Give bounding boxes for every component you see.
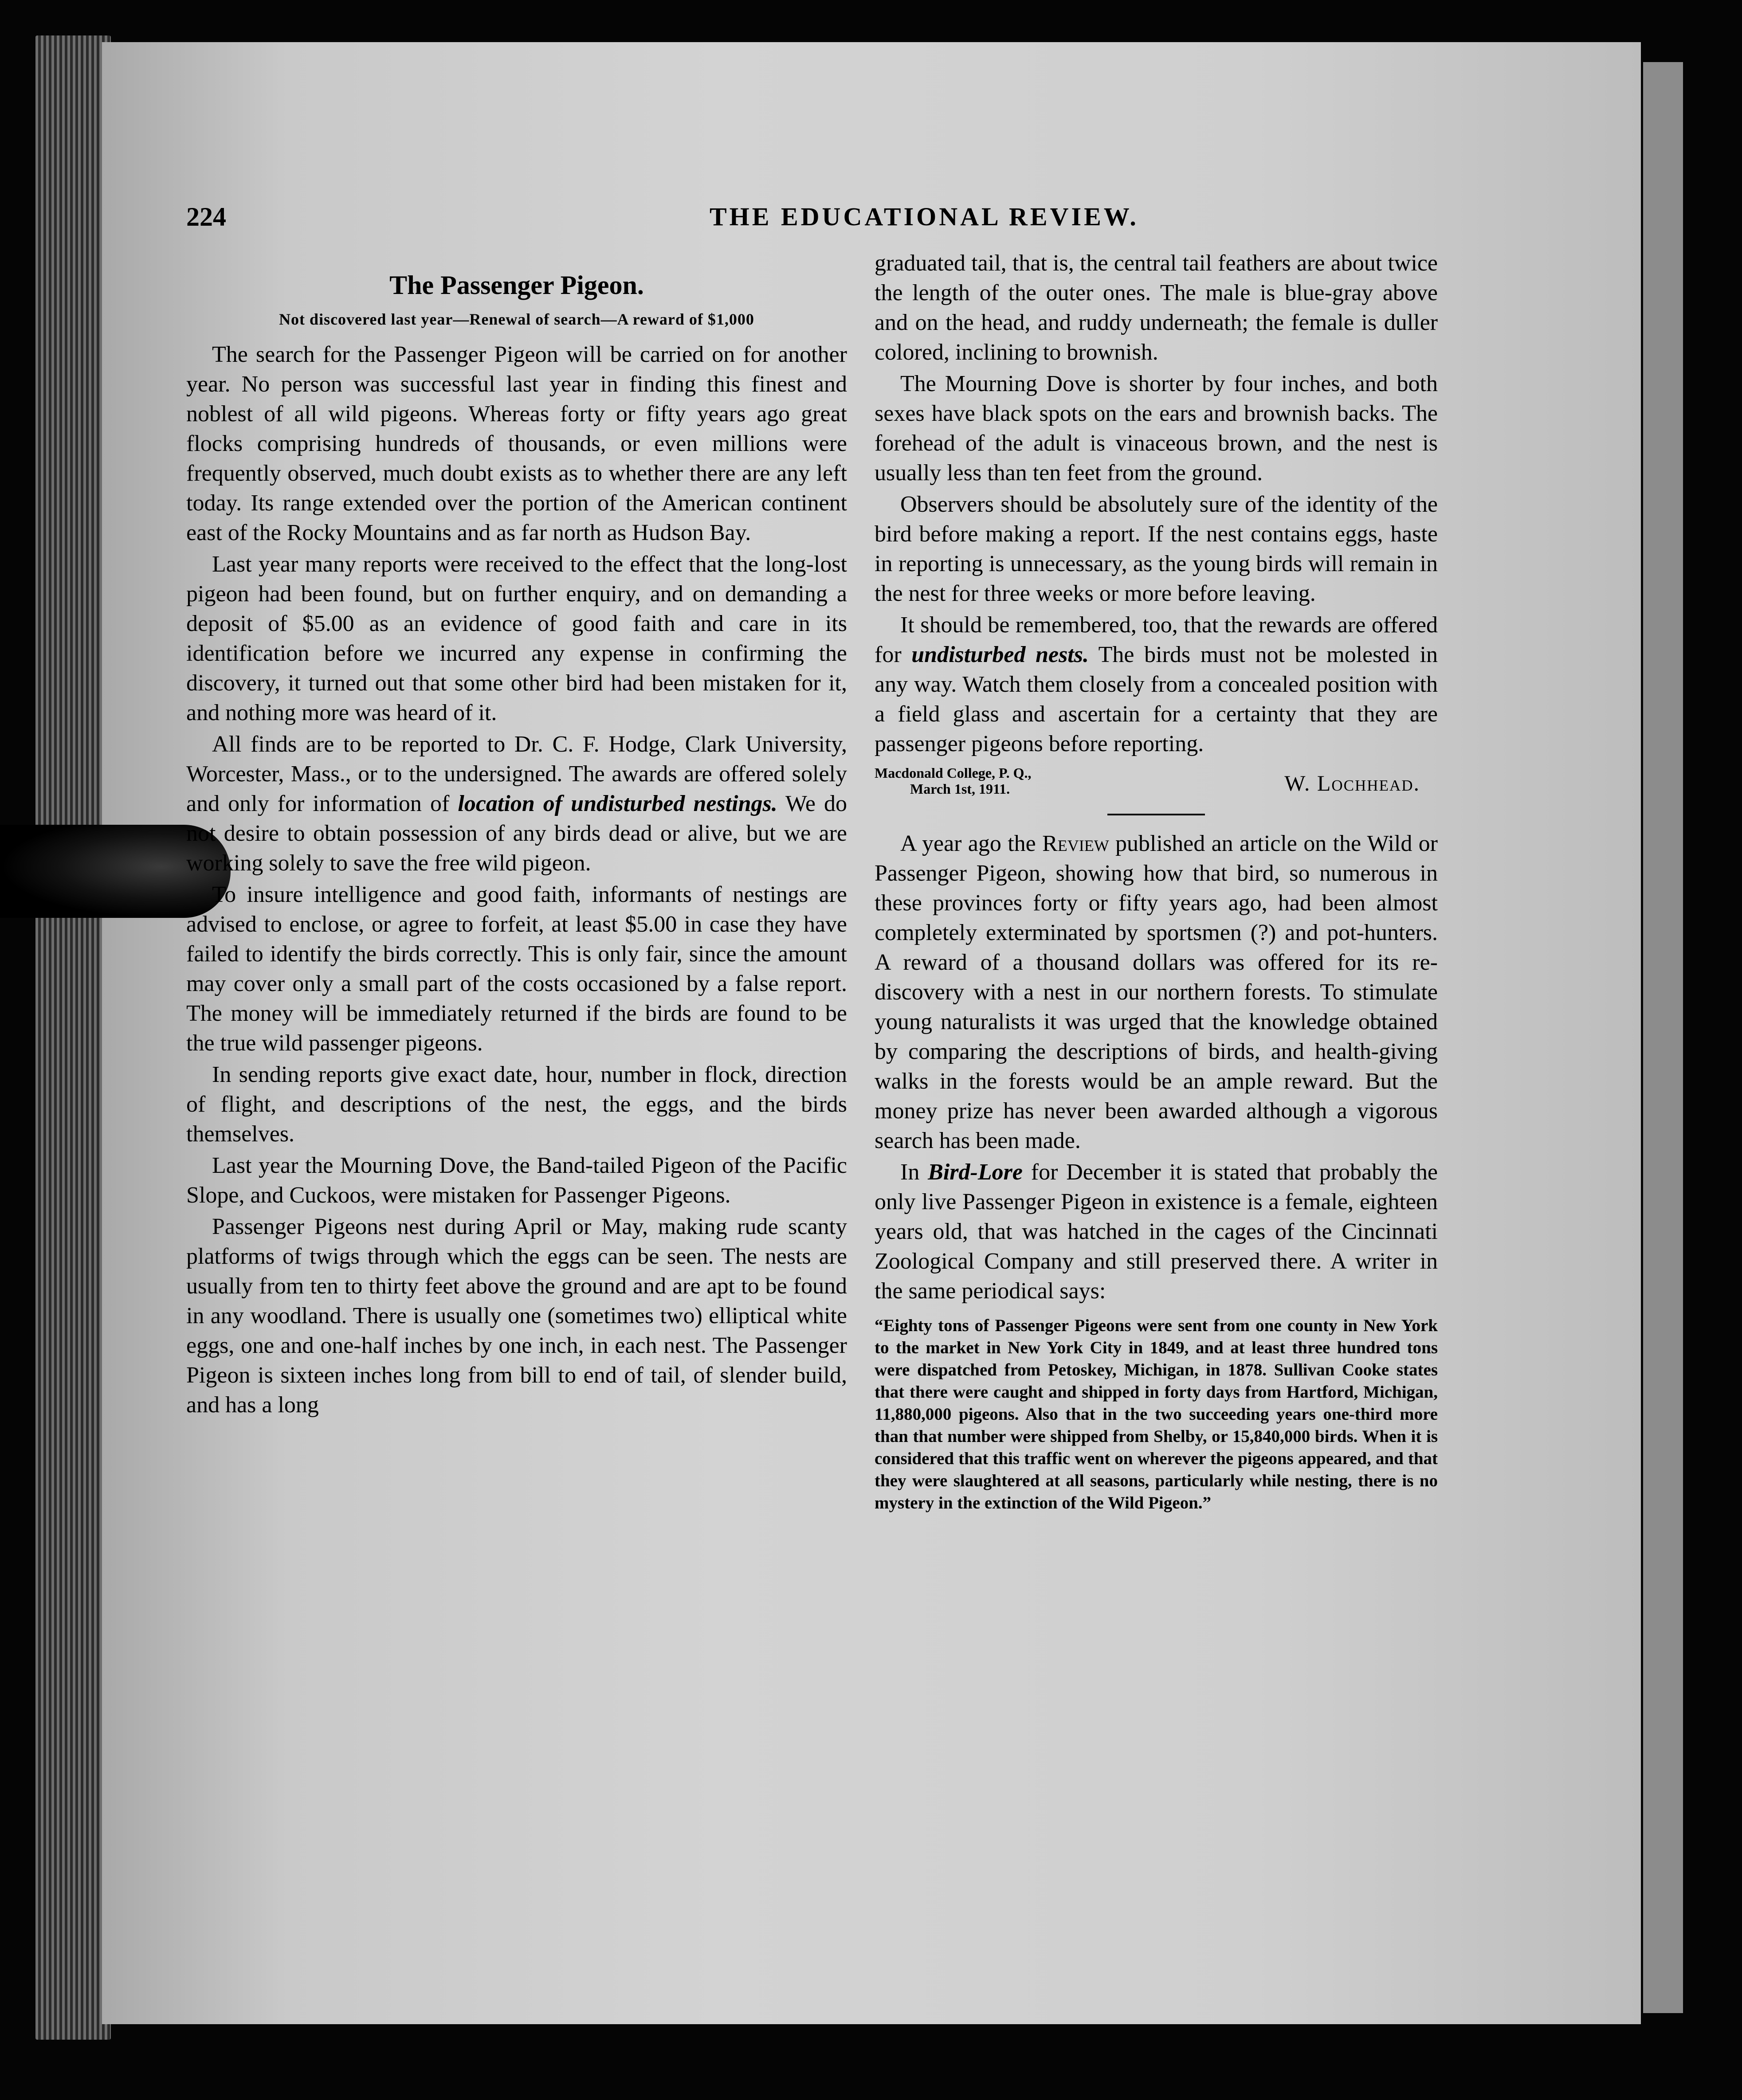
- text: We do not desire to obtain possession of any birds dead or alive, but we are working solely to save the free wild pigeon.: [186, 791, 847, 876]
- italic-text: Bird-Lore: [928, 1160, 1023, 1185]
- paragraph: graduated tail, that is, the central tail feathers are about twice the length of the outer ones. The male is blue-gray above and on the head, and ruddy underneath; the female is duller colored, inclining to brownish.: [875, 251, 1438, 365]
- italic-text: location of undisturbed nestings.: [458, 791, 777, 816]
- paragraph: Last year many reports were received to the effect that the long-lost pigeon had been found, but on further enquiry, and on demanding a deposit of $5.00 as an evidence of good faith and care in its identification before we incurred any expense in confirming the discovery, it turned out that some other bird had been mistaken for it, and nothing more was heard of it.: [186, 552, 847, 725]
- journal-name: Review: [1042, 831, 1109, 856]
- page-header: [186, 202, 1517, 242]
- paragraph: The Mourning Dove is shorter by four inches, and both sexes have black spots on the ears and brownish backs. The forehead of the adult is vinaceous brown, and the nest is usually less than ten feet from the ground.: [875, 371, 1438, 486]
- paragraph: [186, 729, 847, 878]
- signature-block: [875, 765, 1438, 814]
- text: for December it is stated that probably the only live Passenger Pigeon in existence is a female, eighteen years old, that was hatched in the cages of the Cincinnati Zoological Company and still preserved there. A writer in the same periodical says:: [875, 1160, 1438, 1304]
- left-column: [186, 262, 847, 1422]
- paragraph: [875, 1157, 1438, 1306]
- text: A year ago the: [900, 831, 1043, 856]
- paragraph: The search for the Passenger Pigeon will be carried on for another year. No person was successful last year in finding this finest and noblest of all wild pigeons. Whereas forty or fifty years ago great flocks comprising hundreds of thousands, or even millions were frequently observed, much doubt exists as to whether there are any left today. Its range extended over the portion of the American continent east of the Rocky Mountains and as far north as Hudson Bay.: [186, 342, 847, 545]
- author-name: W. Lochhead.: [1284, 771, 1420, 795]
- facing-page-edge: [1643, 62, 1683, 2013]
- paragraph: To insure intelligence and good faith, informants of nestings are advised to enclose, or agree to forfeit, at least $5.00 in case they have failed to identify the birds correctly. This is only fair, since the amount may cover only a small part of the costs occasioned by a false report. The money will be immediately returned if the birds are found to be the true wild passenger pigeons.: [186, 882, 847, 1056]
- page-number: 224: [186, 202, 226, 231]
- article-title: The Passenger Pigeon.: [389, 270, 644, 300]
- running-head: THE EDUCATIONAL REVIEW.: [710, 202, 1139, 231]
- paragraph: Observers should be absolutely sure of the identity of the bird before making a report. If the nest contains eggs, haste in reporting is unnecessary, as the young birds will remain in the nest for three weeks or more before leaving.: [875, 492, 1438, 606]
- right-column: [875, 248, 1438, 1516]
- text: published an article on the Wild or Passenger Pigeon, showing how that bird, so numerous in these provinces forty or fifty years ago, had been almost completely exterminated by sportsmen (?) and pot-hunters. A reward of a thousand dollars was offered for its re-discovery with a nest in our northern forests. To stimulate young naturalists it was urged that the knowledge obtained by comparing the descriptions of birds, and health-giving walks in the forests would be an ample reward. But the money prize has never been awarded although a vigorous search has been made.: [875, 831, 1438, 1153]
- text: The birds must not be molested in any way. Watch them closely from a concealed position with a field glass and ascertain for a certainty that they are passenger pigeons before reporting.: [875, 642, 1438, 756]
- italic-text: undisturbed nests.: [911, 642, 1089, 667]
- paragraph: Last year the Mourning Dove, the Band-tailed Pigeon of the Pacific Slope, and Cuckoos, were mistaken for Passenger Pigeons.: [186, 1153, 847, 1208]
- text: In: [900, 1160, 928, 1185]
- place-and-date: [875, 765, 1031, 797]
- article-subtitle: Not discovered last year—Renewal of search—A reward of $1,000: [279, 310, 754, 328]
- date: March 1st, 1911.: [910, 781, 1010, 797]
- block-quote: [875, 1315, 1438, 1514]
- paragraph: In sending reports give exact date, hour, number in flock, direction of flight, and descriptions of the nest, the eggs, and the birds themselves.: [186, 1062, 847, 1147]
- section-divider: [1107, 814, 1205, 815]
- book-page-edges: [35, 35, 111, 2040]
- paragraph: [875, 610, 1438, 759]
- text: All finds are to be reported to Dr. C. F. Hodge, Clark University, Worcester, Mass., or to the undersigned. The awards are offered solely and only for information of: [186, 732, 847, 816]
- quote-text: “Eighty tons of Passenger Pigeons were sent from one county in New York to the market in New York City in 1849, and at least three hundred tons were dispatched from Petoskey, Michigan, in 1878. Sullivan Cooke states that there were caught and shipped in forty days from Hartford, Michigan, 11,880,000 pigeons. Also that in the two succeeding years one-third more than that number were shipped from Shelby, or 15,840,000 birds. When it is considered that this traffic went on wherever the pigeons appeared, and that they were slaughtered at all seasons, particularly while nesting, there is no mystery in the extinction of the Wild Pigeon.”: [875, 1316, 1438, 1512]
- place: Macdonald College, P. Q.,: [875, 765, 1032, 781]
- text: It should be remembered, too, that the rewards are offered for: [875, 612, 1438, 667]
- paragraph: [875, 829, 1438, 1156]
- paragraph: Passenger Pigeons nest during April or May, making rude scanty platforms of twigs through which the eggs can be seen. The nests are usually from ten to thirty feet above the ground and are apt to be found in any woodland. There is usually one (sometimes two) elliptical white eggs, one and one-half inches by one inch, in each nest. The Passenger Pigeon is sixteen inches long from bill to end of tail, of slender build, and has a long: [186, 1214, 847, 1418]
- background-margin: [1683, 0, 1742, 2100]
